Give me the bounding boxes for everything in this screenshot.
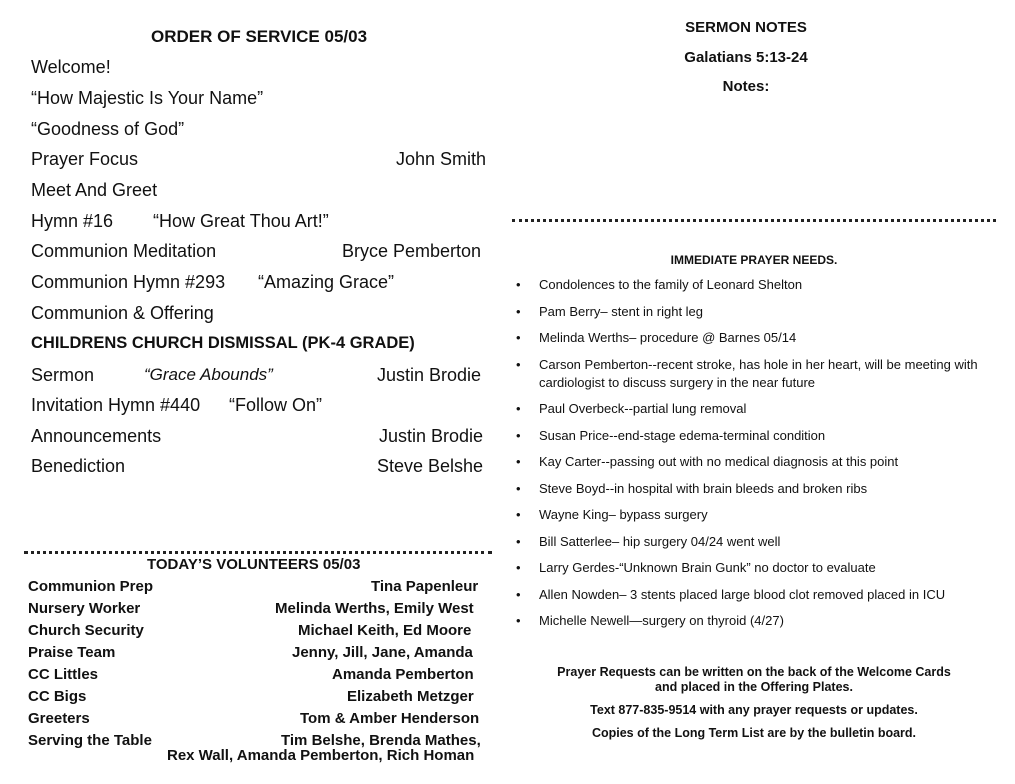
service-sermon-person: Justin Brodie — [377, 365, 482, 385]
service-announcements-person: Justin Brodie — [379, 426, 484, 446]
prayer-item: • Kay Carter--passing out with no medical diagnosis at this point — [511, 453, 981, 471]
service-prayer-focus-label: Prayer Focus — [31, 149, 139, 169]
sermon-notes-label: Notes: — [722, 78, 770, 95]
service-prayer-focus-person: John Smith — [396, 149, 487, 169]
service-childrens-church: CHILDRENS CHURCH DISMISSAL (PK-4 GRADE) — [31, 334, 415, 352]
volunteer-role: CC Littles — [28, 666, 99, 683]
prayer-footer-copies: Copies of the Long Term List are by the bulletin board. — [591, 726, 917, 740]
service-sermon-label: Sermon — [31, 365, 95, 385]
service-communion-meditation-person: Bryce Pemberton — [342, 241, 482, 261]
volunteer-role: Serving the Table — [28, 732, 152, 749]
prayer-item: • Susan Price--end-stage edema-terminal condition — [511, 427, 981, 445]
service-communion-hymn-title: “Amazing Grace” — [258, 272, 395, 292]
volunteer-names: Tina Papenleur — [371, 578, 479, 595]
prayer-item: • Carson Pemberton--recent stroke, has hole in her heart, will be meeting with cardiologist to discuss surgery in the near future — [511, 356, 981, 392]
service-hymn16-title: “How Great Thou Art!” — [153, 211, 329, 231]
volunteer-role: CC Bigs — [28, 688, 87, 705]
volunteer-names: Amanda Pemberton — [332, 666, 474, 683]
service-song-2: “Goodness of God” — [31, 119, 185, 139]
sermon-scripture: Galatians 5:13-24 — [684, 49, 808, 66]
prayer-footer-text: Text 877-835-9514 with any prayer requests or updates. — [590, 703, 918, 717]
volunteer-names: Jenny, Jill, Jane, Amanda — [292, 644, 473, 661]
prayer-item: • Paul Overbeck--partial lung removal — [511, 400, 981, 418]
volunteer-role: Praise Team — [28, 644, 116, 661]
service-invitation-hymn-label: Invitation Hymn #440 — [31, 395, 201, 415]
volunteer-names: Melinda Werths, Emily West — [275, 600, 474, 617]
service-meet-greet: Meet And Greet — [31, 180, 158, 200]
service-benediction-person: Steve Belshe — [377, 456, 484, 476]
order-of-service-title: ORDER OF SERVICE 05/03 — [151, 27, 368, 46]
prayer-item: • Allen Nowden– 3 stents placed large blood clot removed placed in ICU — [511, 586, 981, 604]
volunteer-role: Church Security — [28, 622, 144, 639]
prayer-item: • Wayne King– bypass surgery — [511, 506, 981, 524]
service-benediction-label: Benediction — [31, 456, 126, 476]
service-communion-hymn-label: Communion Hymn #293 — [31, 272, 226, 292]
service-song-1: “How Majestic Is Your Name” — [31, 88, 264, 108]
service-communion-offering: Communion & Offering — [31, 303, 214, 323]
service-welcome: Welcome! — [31, 57, 111, 77]
prayer-item: • Pam Berry– stent in right leg — [511, 303, 981, 321]
sermon-notes-title: SERMON NOTES — [685, 19, 807, 36]
service-communion-meditation-label: Communion Meditation — [31, 241, 217, 261]
prayer-footer-line-2: and placed in the Offering Plates. — [655, 680, 853, 694]
prayer-item: • Larry Gerdes-“Unknown Brain Gunk” no doctor to evaluate — [511, 559, 981, 577]
volunteers-title: TODAY’S VOLUNTEERS 05/03 — [147, 556, 361, 573]
prayer-needs-list — [511, 276, 981, 639]
service-announcements-label: Announcements — [31, 426, 162, 446]
prayer-needs-title: IMMEDIATE PRAYER NEEDS. — [670, 253, 838, 267]
volunteer-role: Greeters — [28, 710, 90, 727]
service-hymn16-label: Hymn #16 — [31, 211, 114, 231]
volunteer-names: Michael Keith, Ed Moore — [298, 622, 472, 639]
volunteer-role: Communion Prep — [28, 578, 154, 595]
volunteers-divider — [24, 551, 492, 554]
prayer-item: • Condolences to the family of Leonard Shelton — [511, 276, 981, 294]
service-invitation-hymn-title: “Follow On” — [229, 395, 323, 415]
service-sermon-title: “Grace Abounds” — [144, 365, 273, 384]
prayer-item: • Michelle Newell—surgery on thyroid (4/27) — [511, 612, 981, 630]
volunteer-names-continued: Rex Wall, Amanda Pemberton, Rich Homan — [167, 747, 475, 764]
volunteer-role: Nursery Worker — [28, 600, 141, 617]
prayer-footer-line-1: Prayer Requests can be written on the back of the Welcome Cards — [557, 665, 951, 679]
volunteer-names: Tim Belshe, Brenda Mathes, — [281, 732, 481, 749]
prayer-item: • Melinda Werths– procedure @ Barnes 05/14 — [511, 329, 981, 347]
volunteer-names: Elizabeth Metzger — [347, 688, 474, 705]
prayer-item: • Steve Boyd--in hospital with brain bleeds and broken ribs — [511, 480, 981, 498]
volunteer-names: Tom & Amber Henderson — [300, 710, 480, 727]
prayer-item: • Bill Satterlee– hip surgery 04/24 went well — [511, 533, 981, 551]
prayer-divider — [512, 219, 996, 222]
